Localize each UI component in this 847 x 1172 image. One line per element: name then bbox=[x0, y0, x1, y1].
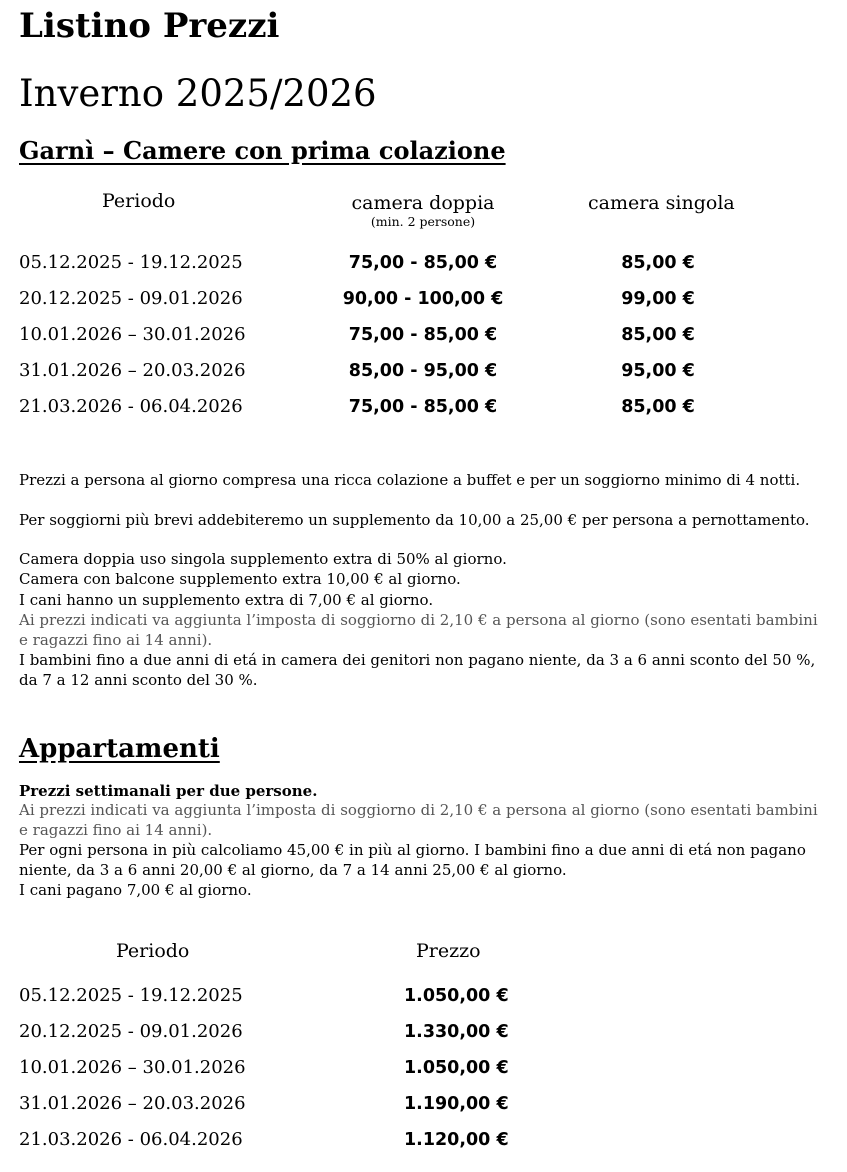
apartments-heading: Appartamenti bbox=[19, 734, 220, 764]
garni-col-double-note: (min. 2 persone) bbox=[370, 214, 476, 229]
apartments-row-5-period: 21.03.2026 - 06.04.2026 bbox=[19, 1129, 243, 1150]
apartments-note-tourist-tax: Ai prezzi indicati va aggiunta l’imposta di soggiorno di 2,10 € a persona al giorno (sono esentati bambini e ragazzi fino ai 14 anni). bbox=[19, 801, 818, 839]
apartments-note-extra-person: Per ogni persona in più calcoliamo 45,00 € in più al giorno. I bambini fino a due anni di etá non pagano niente, da 3 a 6 anni 20,00 € al giorno, da 7 a 14 anni 25,00 € al giorno. bbox=[19, 841, 806, 879]
apartments-row-2-price: 1.330,00 € bbox=[404, 1022, 509, 1042]
apartments-lead: Prezzi settimanali per due persone. bbox=[19, 782, 318, 800]
garni-row-4-period: 31.01.2026 – 20.03.2026 bbox=[19, 360, 246, 381]
garni-row-2-period: 20.12.2025 - 09.01.2026 bbox=[19, 288, 243, 309]
garni-note-tourist-tax: Ai prezzi indicati va aggiunta l’imposta di soggiorno di 2,10 € a persona al giorno (sono esentati bambini e ragazzi fino ai 14 anni). bbox=[19, 611, 818, 649]
garni-row-3-double: 75,00 - 85,00 € bbox=[348, 325, 498, 345]
apartments-row-4-period: 31.01.2026 – 20.03.2026 bbox=[19, 1093, 246, 1114]
garni-row-1-single: 85,00 € bbox=[621, 253, 695, 273]
garni-col-double: camera doppia bbox=[351, 192, 495, 214]
garni-row-5-single: 85,00 € bbox=[621, 397, 695, 417]
garni-note-single-use: Camera doppia uso singola supplemento extra di 50% al giorno. bbox=[19, 550, 507, 568]
apartments-col-price: Prezzo bbox=[416, 940, 481, 962]
garni-row-1-double: 75,00 - 85,00 € bbox=[348, 253, 498, 273]
apartments-row-4-price: 1.190,00 € bbox=[404, 1094, 509, 1114]
apartments-col-period: Periodo bbox=[116, 940, 190, 962]
garni-col-period: Periodo bbox=[102, 190, 176, 212]
garni-row-5-period: 21.03.2026 - 06.04.2026 bbox=[19, 396, 243, 417]
garni-note-min-stay: Prezzi a persona al giorno compresa una ricca colazione a buffet e per un soggiorno minimo di 4 notti. bbox=[19, 471, 801, 489]
apartments-row-3-period: 10.01.2026 – 30.01.2026 bbox=[19, 1057, 246, 1078]
garni-row-5-double: 75,00 - 85,00 € bbox=[348, 397, 498, 417]
season-subtitle: Inverno 2025/2026 bbox=[19, 72, 377, 115]
garni-row-1-period: 05.12.2025 - 19.12.2025 bbox=[19, 252, 243, 273]
garni-note-balcony: Camera con balcone supplemento extra 10,00 € al giorno. bbox=[19, 570, 461, 588]
page-title: Listino Prezzi bbox=[19, 6, 280, 46]
garni-note-short-stay: Per soggiorni più brevi addebiteremo un supplemento da 10,00 a 25,00 € per persona a pernottamento. bbox=[19, 511, 810, 529]
garni-row-4-single: 95,00 € bbox=[621, 361, 695, 381]
apartments-row-1-price: 1.050,00 € bbox=[404, 986, 509, 1006]
apartments-row-3-price: 1.050,00 € bbox=[404, 1058, 509, 1078]
apartments-note-dogs: I cani pagano 7,00 € al giorno. bbox=[19, 881, 252, 899]
garni-col-single: camera singola bbox=[588, 192, 735, 214]
garni-row-2-double: 90,00 - 100,00 € bbox=[342, 289, 504, 309]
garni-note-dogs: I cani hanno un supplemento extra di 7,00 € al giorno. bbox=[19, 591, 434, 609]
garni-row-3-period: 10.01.2026 – 30.01.2026 bbox=[19, 324, 246, 345]
garni-row-2-single: 99,00 € bbox=[621, 289, 695, 309]
apartments-row-1-period: 05.12.2025 - 19.12.2025 bbox=[19, 985, 243, 1006]
garni-note-children: I bambini fino a due anni di etá in camera dei genitori non pagano niente, da 3 a 6 anni sconto del 50 %, da 7 a 12 anni sconto del 30 %. bbox=[19, 651, 816, 689]
apartments-row-5-price: 1.120,00 € bbox=[404, 1130, 509, 1150]
garni-row-3-single: 85,00 € bbox=[621, 325, 695, 345]
garni-heading: Garnì – Camere con prima colazione bbox=[19, 136, 506, 165]
garni-row-4-double: 85,00 - 95,00 € bbox=[348, 361, 498, 381]
apartments-row-2-period: 20.12.2025 - 09.01.2026 bbox=[19, 1021, 243, 1042]
